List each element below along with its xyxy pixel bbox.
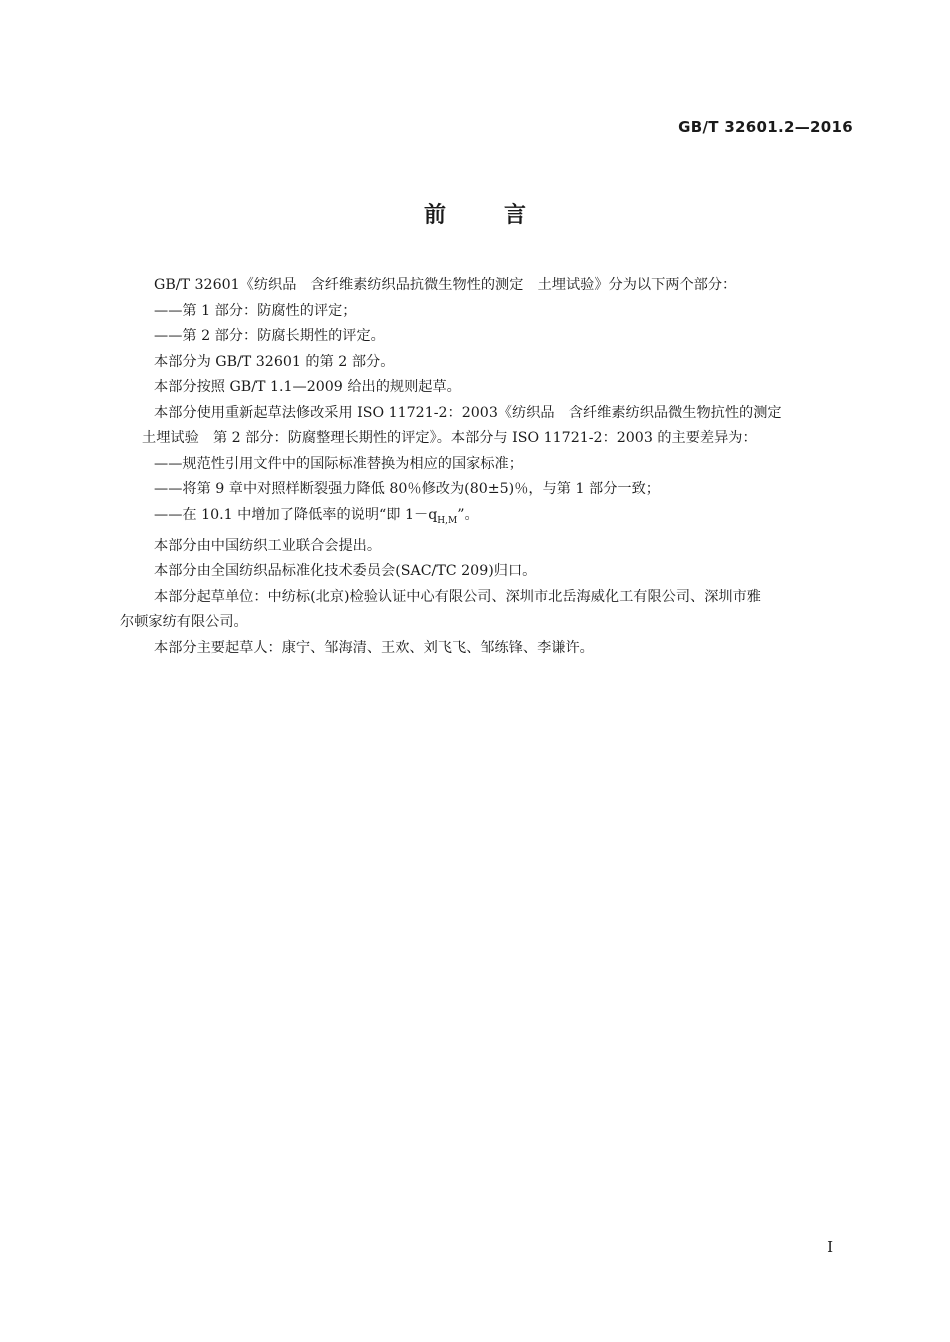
- paragraph-iso-adoption-cont: 土埋试验 第 2 部分：防腐整理长期性的评定》。本部分与 ISO 11721-2：2003 的主要差异为：: [142, 430, 757, 446]
- page-number: I: [827, 1238, 833, 1256]
- page-title: 前言: [423, 203, 584, 228]
- standard-code: GB/T 32601.2—2016: [678, 118, 853, 136]
- paragraph-committee: 本部分由全国纺织品标准化技术委员会(SAC/TC 209)归口。: [154, 563, 537, 580]
- list-item-part-1: ——第 1 部分：防腐性的评定；: [154, 302, 357, 319]
- paragraph-drafting-units-cont: 尔顿家纺有限公司。: [120, 614, 248, 631]
- paragraph-drafters: 本部分主要起草人：康宁、邹海清、王欢、刘飞飞、邹练锋、李谦许。: [154, 639, 594, 656]
- formula-closing: ”。: [457, 506, 479, 523]
- list-item-difference-1: ——规范性引用文件中的国际标准替换为相应的国家标准；: [154, 455, 523, 472]
- difference-3-text: ——在 10.1 中增加了降低率的说明“即 1－q: [154, 506, 438, 523]
- foreword-body: [120, 273, 855, 661]
- list-item-difference-2: ——将第 9 章中对照样断裂强力降低 80％修改为(80±5)％，与第 1 部分一致；: [154, 481, 660, 497]
- paragraph-iso-adoption: 本部分使用重新起草法修改采用 ISO 11721-2：2003《纺织品 含纤维素纺织品微生物抗性的测定: [154, 404, 782, 421]
- paragraph-scope: 本部分为 GB/T 32601 的第 2 部分。: [154, 353, 395, 370]
- list-item-part-2: ——第 2 部分：防腐长期性的评定。: [154, 328, 385, 344]
- paragraph-intro: GB/T 32601《纺织品 含纤维素纺织品抗微生物性的测定 土埋试验》分为以下两个部分：: [154, 277, 737, 293]
- list-item-difference-3: [120, 503, 855, 534]
- paragraph-proposer: 本部分由中国纺织工业联合会提出。: [154, 537, 382, 554]
- formula-subscript: H,M: [437, 515, 458, 526]
- paragraph-drafting-units: 本部分起草单位：中纺标(北京)检验认证中心有限公司、深圳市北岳海威化工有限公司、深圳市雅: [154, 588, 761, 605]
- paragraph-drafting-rules: 本部分按照 GB/T 1.1—2009 给出的规则起草。: [154, 379, 461, 395]
